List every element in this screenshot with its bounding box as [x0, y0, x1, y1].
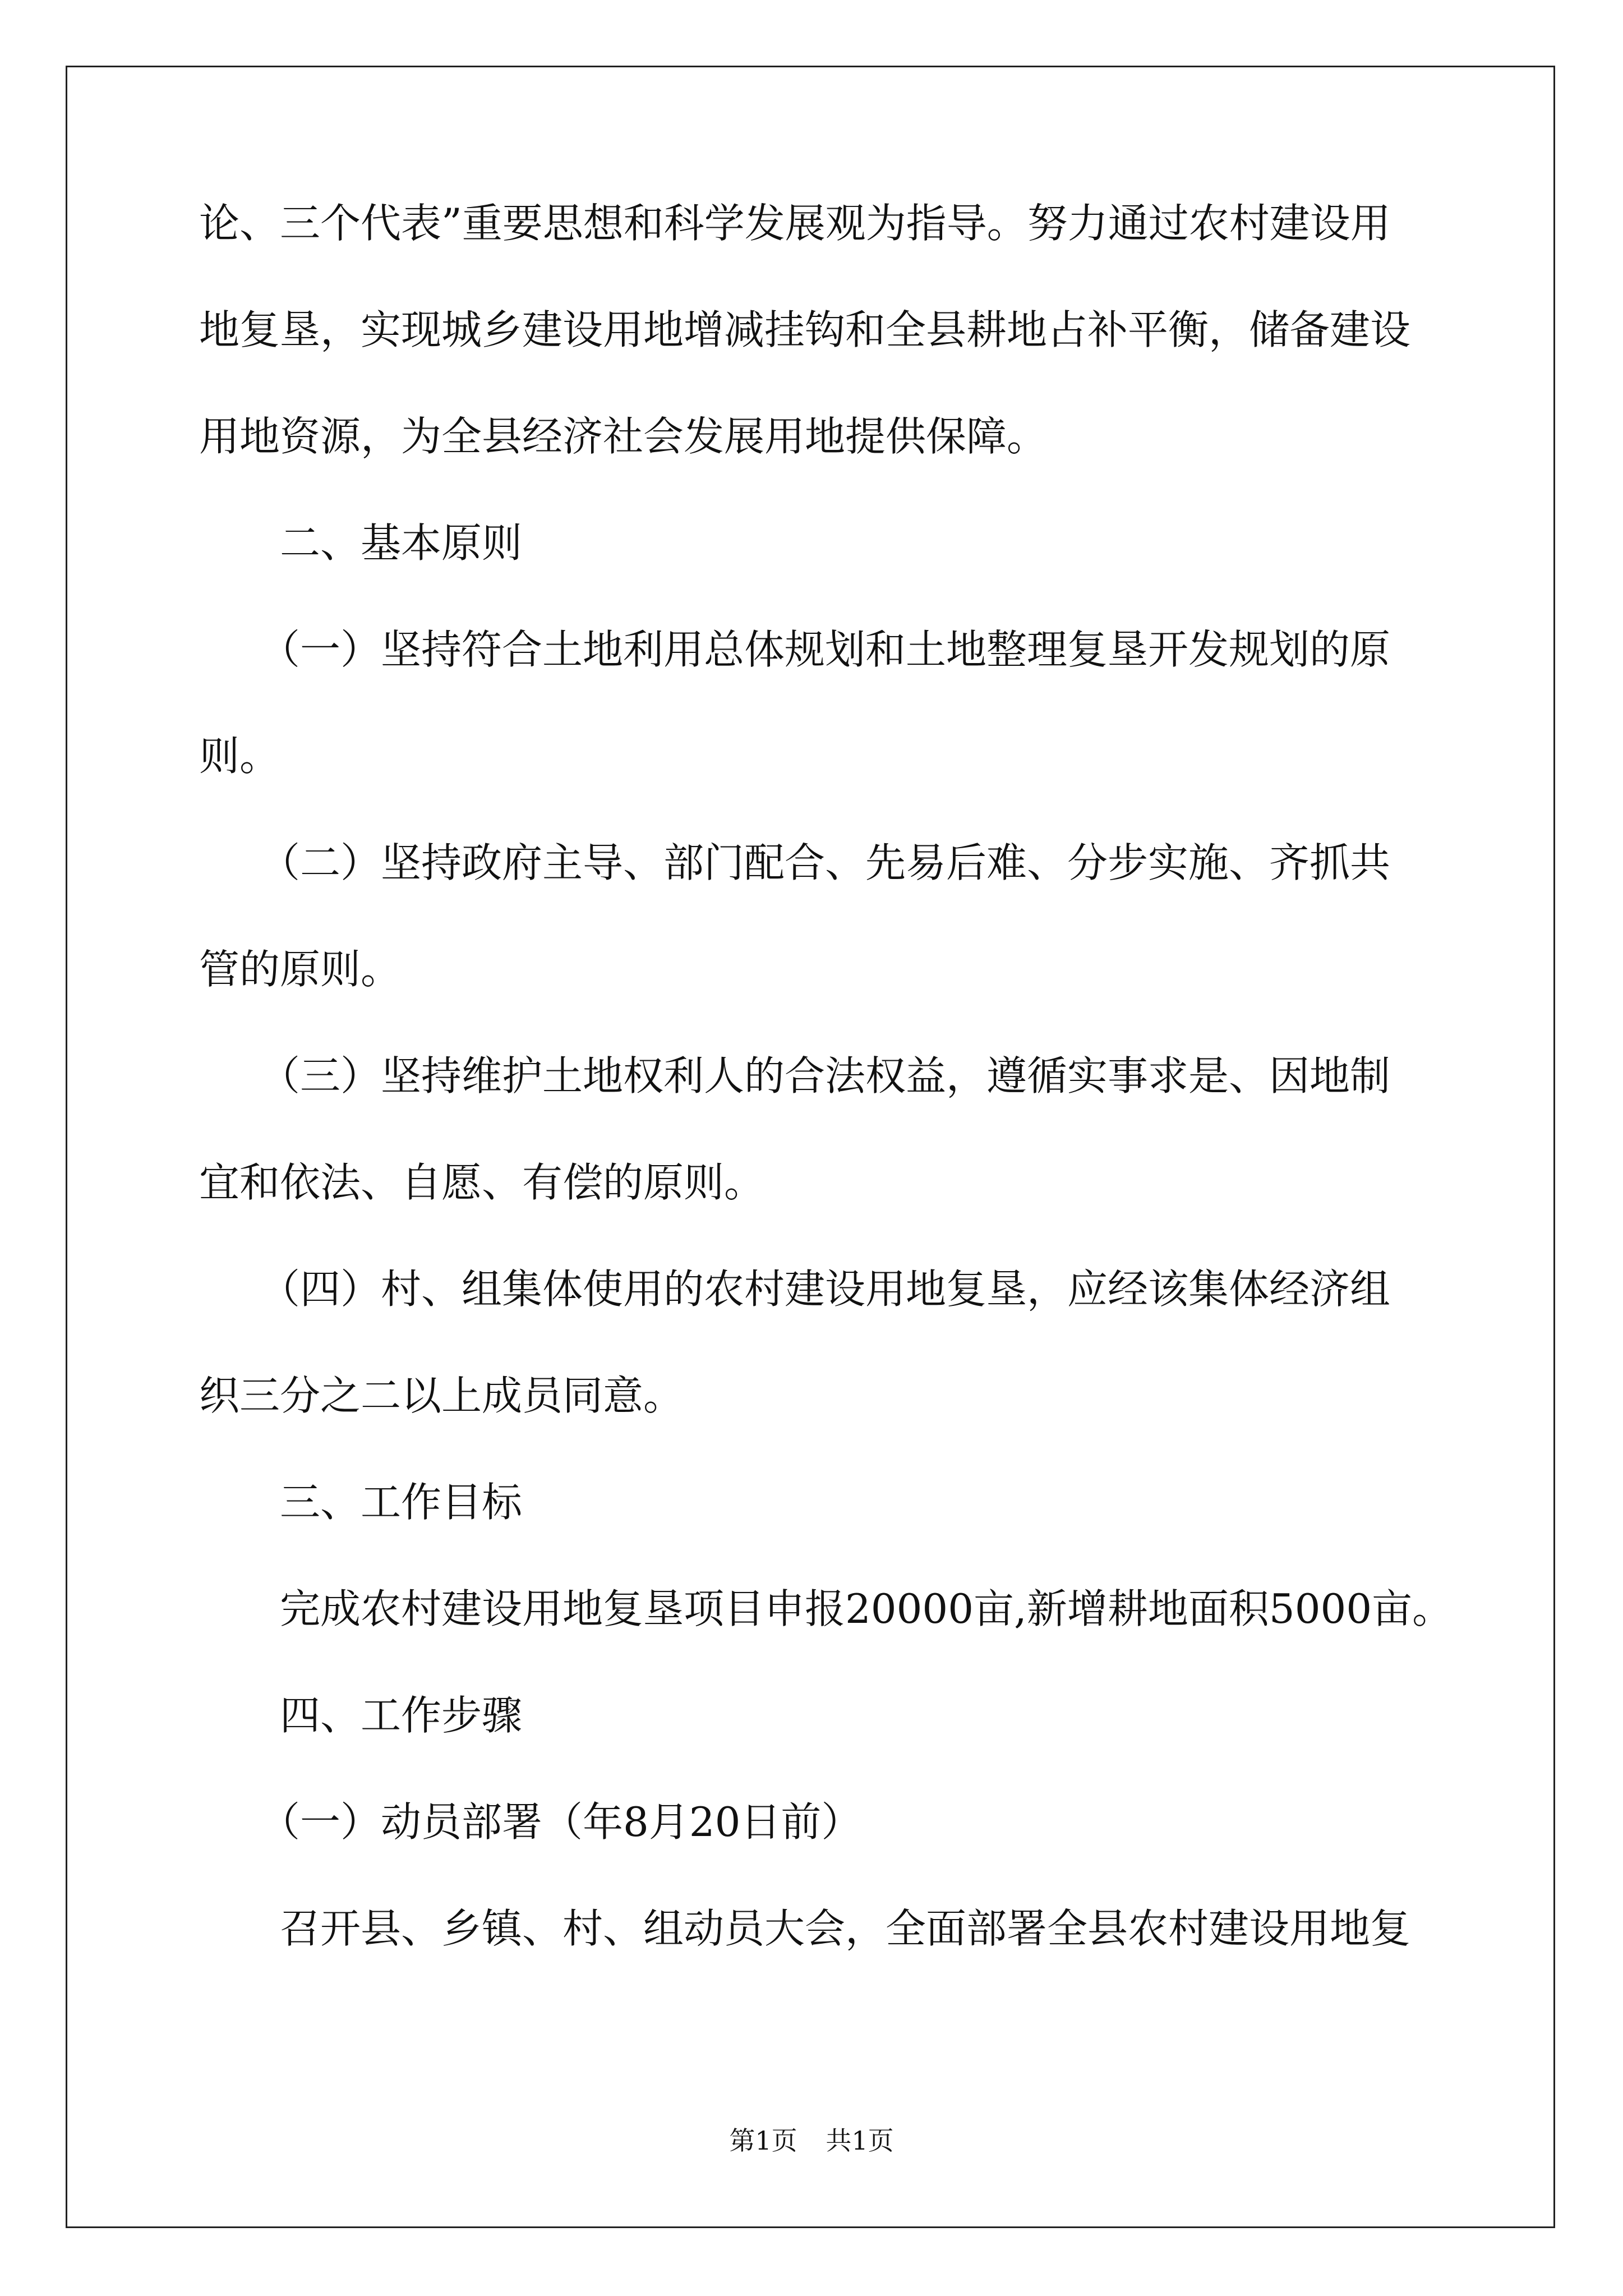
text-line: 管的原则。 [199, 946, 402, 993]
text-line: 用地资源，为全县经济社会发展用地提供保障。 [199, 413, 1048, 460]
page-footer [0, 2124, 1623, 2157]
text-line: 论、三个代表”重要思想和科学发展观为指导。努力通过农村建设用 [199, 200, 1391, 247]
page-number: 第1页 [729, 2125, 797, 2156]
page-total: 共1页 [826, 2125, 894, 2156]
text-line: （三）坚持维护土地权利人的合法权益，遵循实事求是、因地制 [199, 1052, 1391, 1099]
text-line: （四）村、组集体使用的农村建设用地复垦，应经该集体经济组 [199, 1266, 1391, 1313]
text-line: （一）坚持符合土地利用总体规划和土地整理复垦开发规划的原 [199, 626, 1391, 673]
text-line: （二）坚持政府主导、部门配合、先易后难、分步实施、齐抓共 [199, 839, 1391, 886]
text-line: 完成农村建设用地复垦项目申报20000亩,新增耕地面积5000亩。 [199, 1585, 1453, 1632]
section-heading: 三、工作目标 [199, 1479, 523, 1526]
section-heading: 二、基本原则 [199, 519, 523, 567]
section-heading: 四、工作步骤 [199, 1692, 523, 1739]
text-line: 织三分之二以上成员同意。 [199, 1372, 684, 1419]
text-line: 地复垦，实现城乡建设用地增减挂钩和全县耕地占补平衡，储备建设 [199, 306, 1411, 353]
text-line: （一）动员部署（年8月20日前） [199, 1798, 862, 1846]
text-line: 则。 [199, 733, 280, 780]
text-line: 宜和依法、自愿、有偿的原则。 [199, 1159, 765, 1206]
text-line: 召开县、乡镇、村、组动员大会，全面部署全县农村建设用地复 [199, 1905, 1411, 1952]
